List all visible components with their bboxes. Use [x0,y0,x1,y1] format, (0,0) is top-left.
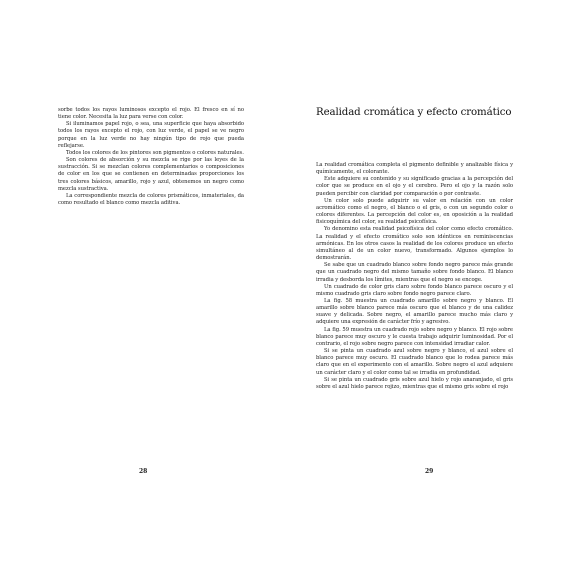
left-page-number: 28 [139,468,148,475]
right-paragraph-6: Un cuadrado de color gris claro sobre fondo blanco parece oscuro y el mismo cuadrado gris claro sobre fondo negro parece claro. [316,283,513,297]
right-paragraph-8: La fig. 59 muestra un cuadrado rojo sobre negro y blanco. El rojo sobre blanco parece muy oscuro y le cuesta trabajo adquirir luminosidad. Por el contrario, el rojo sobre negro parece con intensidad irradiar calor. [316,326,513,347]
right-paragraph-5: Se sabe que un cuadrado blanco sobre fondo negro parece más grande que un cuadrado negro del mismo tamaño sobre fondo blanco. El blanco irradia y desborda los límites, mientras que el negro se encoge. [316,262,513,283]
right-paragraph-3: Un color solo puede adquirir su valor en relación con un color acromático como el negro, el blanco o el gris, o con un segundo color o colores diferentes. La percepción del color es, en oposición a la realidad fisicoquímica del color, su realidad psicofísica. [316,197,513,226]
left-paragraph-5: La correspondiente mezcla de colores prismáticos, inmateriales, da como resultado el blanco como mezcla aditiva. [58,192,244,207]
left-paragraph-4: Son colores de absorción y su mezcla se rige por las leyes de la sustracción. Si se mezclan colores complementarios o composiciones de color en los que se contienen en determinadas proporciones los tres colores básicos, amarillo, rojo y azul, obtenemos un negro como mezcla sustractiva. [58,157,244,192]
right-paragraph-10: Si se pinta un cuadrado gris sobre azul hielo y rojo anaranjado, el gris sobre el azul hielo parece rojizo, mientras que el mismo gris sobre el rojo [316,376,513,390]
right-paragraph-9: Si se pinta un cuadrado azul sobre negro y blanco, el azul sobre el blanco parece muy oscuro. El cuadrado blanco que lo rodea parece más claro que en el experimento con el amarillo. Sobre negro el azul adquiere un carácter claro y el color como tal se irradia en profundidad. [316,348,513,376]
right-page-number: 29 [425,468,434,475]
left-paragraph-1: sorbe todos los rayos luminosos excepto el rojo. El fresco en sí no tiene color. Necesita la luz para verse con color. [58,107,244,121]
left-paragraph-2: Si iluminamos papel rojo, o sea, una superficie que haya absorbido todos los rayos excepto el rojo, con luz verde, el papel se ve negro porque en la luz verde no hay ningún tipo de rojo que pueda reflejarse. [58,121,244,149]
right-page [285,0,570,570]
section-heading: Realidad cromática y efecto cromático [316,107,512,118]
left-page-text-column [58,107,244,207]
right-paragraph-1: La realidad cromática completa el pigmento definible y analizable física y químicamente, el colorante. [316,162,513,176]
right-paragraph-7: La fig. 58 muestra un cuadrado amarillo sobre negro y blanco. El amarillo sobre blanco parece más oscuro que el blanco y de una calidez suave y delicada. Sobre negro, el amarillo parece mucho más claro y adquiere una expresión de carácter frío y agresivo. [316,297,513,326]
right-paragraph-2: Este adquiere su contenido y su significado gracias a la percepción del color que se produce en el ojo y el cerebro. Pero el ojo y la razón solo pueden percibir con claridad por comparación o por contraste. [316,176,513,197]
right-page-text-column [316,162,513,391]
left-paragraph-3: Todos los colores de los pintores son pigmentos o colores naturales. [66,149,244,156]
right-paragraph-4: Yo denomino esta realidad psicofísica del color como efecto cromático. La realidad y el efecto cromático solo son idénticos en reminiscencias armónicas. En los otros casos la realidad de los colores produce un efecto simultáneo al de un color nuevo, transformado. Algunos ejemplos lo demostrarán. [316,226,513,262]
